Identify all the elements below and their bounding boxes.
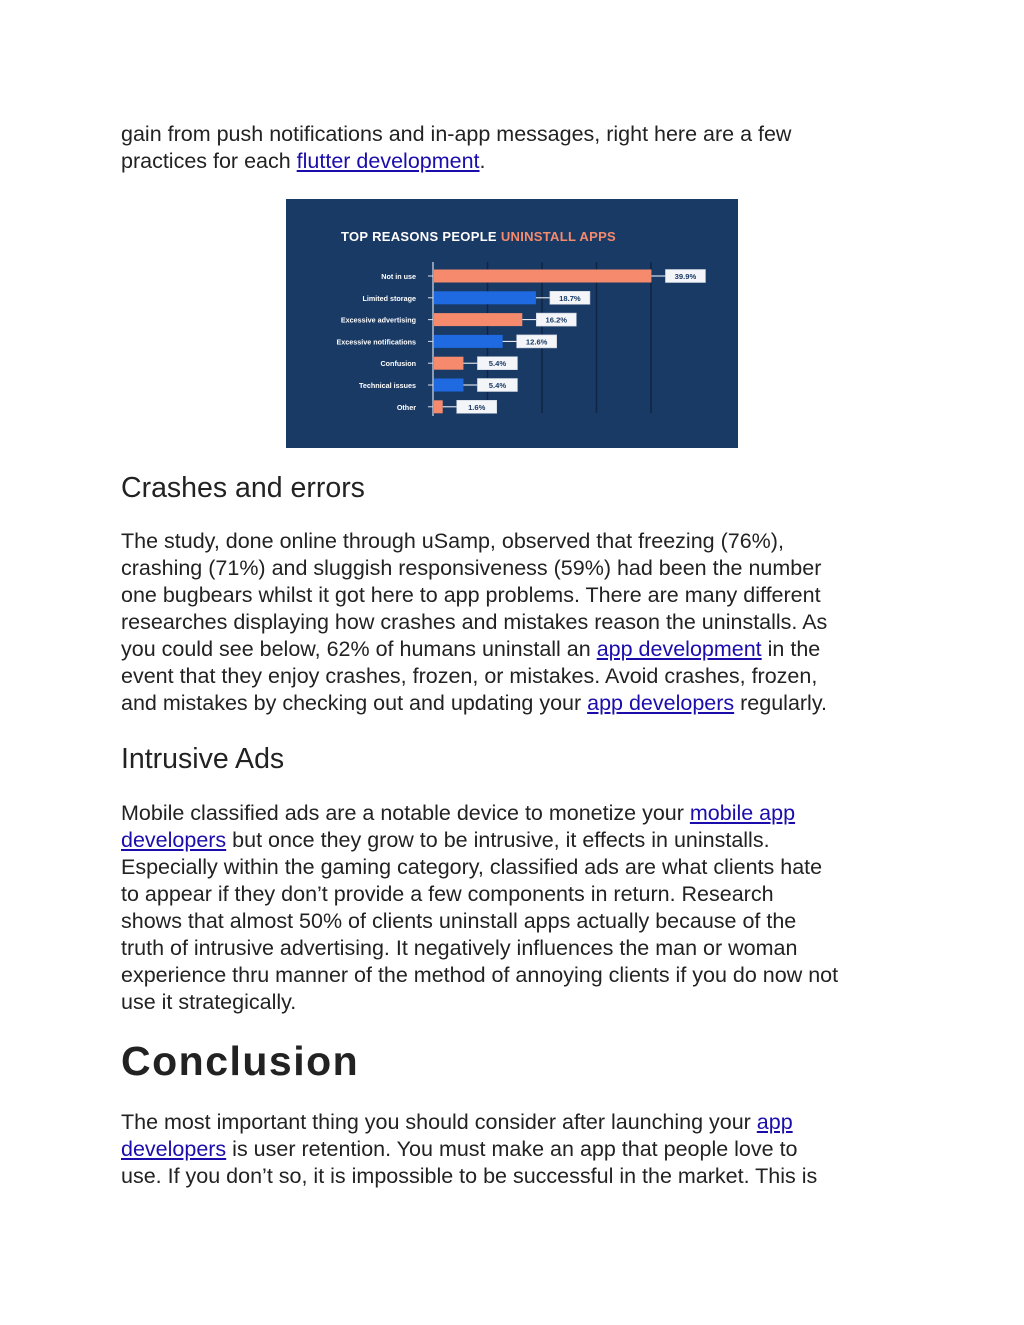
flutter-development-link[interactable]: flutter development	[296, 149, 480, 173]
bar	[434, 357, 463, 370]
conclusion-heading: Conclusion	[121, 1038, 360, 1084]
category-label: Limited storage	[362, 293, 416, 303]
intrusive-ads-heading: Intrusive Ads	[121, 743, 285, 775]
text-fragment: and mistakes by checking out and updating your	[121, 691, 588, 715]
text-fragment: .	[479, 149, 486, 173]
bar	[434, 379, 463, 392]
text-line: The study, done online through uSamp, observed that freezing (76%),	[121, 529, 784, 553]
mobile-app-developers-link[interactable]: developers	[121, 828, 227, 852]
text-fragment: is user retention. You must make an app that people love to	[226, 1137, 798, 1161]
text-line	[121, 800, 911, 827]
chart-title-part-1: TOP REASONS PEOPLE	[341, 229, 501, 244]
text-line	[121, 827, 911, 854]
text-line: one bugbears whilst it got here to app problems. There are many different	[121, 583, 821, 607]
data-label: 12.6%	[525, 337, 548, 347]
data-label: 5.4%	[488, 381, 507, 390]
text-line: use it strategically.	[121, 990, 297, 1014]
category-label: Excessive advertising	[340, 315, 416, 325]
text-fragment: Mobile classified ads are a notable device to monetize your	[121, 801, 690, 825]
uninstall-reasons-chart	[286, 199, 738, 448]
data-label: 16.2%	[545, 315, 568, 325]
data-label: 39.9%	[674, 272, 697, 281]
text-line	[121, 1136, 911, 1163]
mobile-app-developers-link[interactable]: mobile app	[689, 801, 796, 825]
intro-paragraph	[121, 121, 911, 175]
bar	[434, 270, 651, 283]
text-line: truth of intrusive advertising. It negatively influences the man or woman	[121, 936, 798, 960]
category-label: Excessive notifications	[336, 337, 416, 347]
text-line: gain from push notifications and in-app messages, right here are a few	[121, 122, 792, 146]
crashes-heading: Crashes and errors	[121, 472, 365, 504]
category-label: Technical issues	[359, 381, 416, 390]
text-fragment: regularly.	[734, 691, 827, 715]
data-label: 5.4%	[488, 359, 507, 369]
text-fragment: practices for each	[121, 149, 297, 173]
text-line: shows that almost 50% of clients uninstall apps actually because of the	[121, 909, 797, 933]
app-developers-link[interactable]: app developers	[587, 691, 735, 715]
text-line	[121, 148, 911, 175]
text-line: use. If you don’t so, it is impossible to be successful in the market. This is	[121, 1164, 818, 1188]
text-line	[121, 636, 911, 663]
app-developers-link[interactable]: developers	[121, 1137, 227, 1161]
text-line: Especially within the gaming category, classified ads are what clients hate	[121, 855, 823, 879]
conclusion-paragraph	[121, 1109, 911, 1190]
text-line: experience thru manner of the method of annoying clients if you do now not	[121, 963, 839, 987]
text-line	[121, 690, 911, 717]
category-label: Other	[396, 402, 416, 412]
bar	[434, 291, 536, 304]
text-line: to appear if they don’t provide a few components in return. Research	[121, 882, 774, 906]
ads-paragraph	[121, 800, 911, 1016]
bar	[434, 335, 503, 348]
text-fragment: but once they grow to be intrusive, it effects in uninstalls.	[226, 828, 770, 852]
text-fragment: you could see below, 62% of humans uninstall an	[121, 637, 597, 661]
app-development-link[interactable]: app development	[596, 637, 762, 661]
bar	[434, 313, 522, 326]
text-line: event that they enjoy crashes, frozen, or mistakes. Avoid crashes, frozen,	[121, 664, 818, 688]
crashes-paragraph	[121, 528, 911, 717]
text-fragment: The most important thing you should consider after launching your	[121, 1110, 757, 1134]
category-label: Confusion	[380, 359, 416, 369]
data-label: 1.6%	[468, 402, 486, 412]
app-developers-link[interactable]: app	[756, 1110, 793, 1134]
text-line: researches displaying how crashes and mistakes reason the uninstalls. As	[121, 610, 828, 634]
bar	[434, 400, 443, 413]
chart-title	[341, 229, 616, 244]
category-label: Not in use	[381, 272, 416, 281]
chart-title-part-2: UNINSTALL APPS	[500, 229, 617, 244]
text-line	[121, 1109, 911, 1136]
text-line: crashing (71%) and sluggish responsiveness (59%) had been the number	[121, 556, 822, 580]
data-label: 18.7%	[559, 293, 581, 303]
text-fragment: in the	[761, 637, 821, 661]
